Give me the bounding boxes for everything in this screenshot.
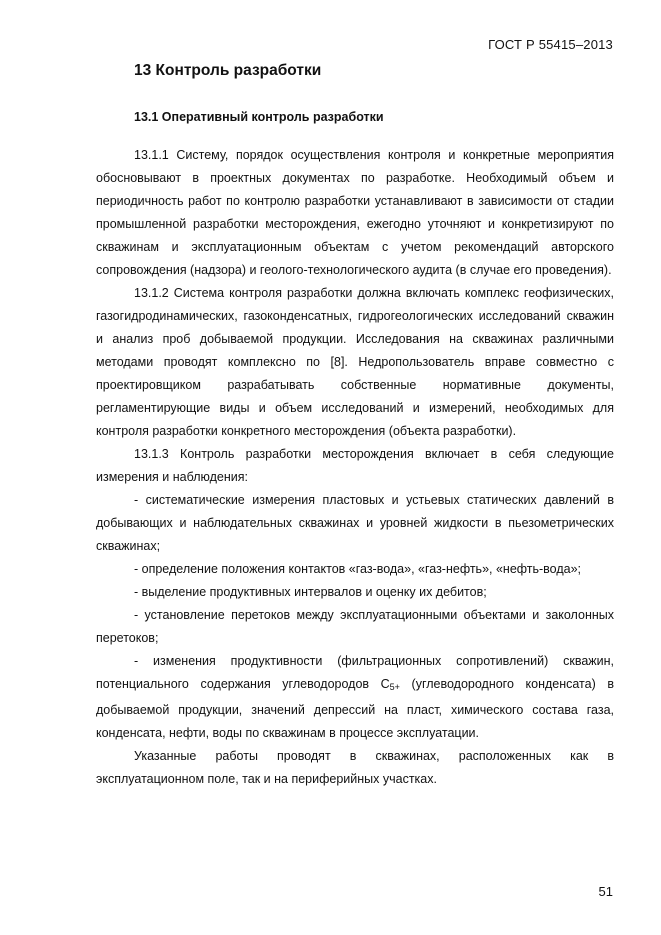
list-item-text: (углеводородного конденсата) в добываемой продукции, значений депрессий на пласт, химического состава газа, конденсата, нефти, воды по скважинам в процессе эксплуатации.: [96, 677, 614, 740]
paragraph-13-1-1: 13.1.1 Систему, порядок осуществления контроля и конкретные мероприятия обосновывают в проектных документах по разработке. Необходимый объем и периодичность работ по контролю разработки устанавливают в зависимости от стадии промышленной разработки месторождения, ежегодно уточняют и конкретизируют по скважинам и эксплуатационным объектам с учетом рекомендаций авторского сопровождения (надзора) и геолого-технологического аудита (в случае его проведения).: [96, 148, 614, 277]
page-number: 51: [598, 884, 613, 899]
standard-number: ГОСТ Р 55415–2013: [488, 37, 613, 52]
list-item: - определение положения контактов «газ-вода», «газ-нефть», «нефть-вода»;: [134, 562, 582, 576]
list-item: [96, 650, 614, 745]
paragraph-closing: Указанные работы проводят в скважинах, расположенных как в эксплуатационном поле, так и на периферийных участках.: [96, 749, 614, 786]
paragraph-13-1-3: 13.1.3 Контроль разработки месторождения включает в себя следующие измерения и наблюдения:: [96, 447, 614, 484]
list-item: - установление перетоков между эксплуатационными объектами и заколонных перетоков;: [96, 608, 614, 645]
section-title: 13 Контроль разработки: [134, 62, 322, 79]
body-text: [96, 144, 614, 791]
list-item-text: - изменения продуктивности (фильтрационных сопротивлений) скважин, потенциального содержания углеводородов С: [96, 654, 614, 691]
paragraph-13-1-2: 13.1.2 Система контроля разработки должна включать комплекс геофизических, газогидродинамических, газоконденсатных, гидрогеологических исследований скважин и анализ проб добываемой продукции. Исследования на скважинах различными методами проводят комплексно по [8]. Недропользователь вправе совместно с проектировщиком разрабатывать собственные нормативные документы, регламентирующие виды и объем исследований и измерений, необходимых для контроля разработки конкретного месторождения (объекта разработки).: [96, 286, 614, 438]
list-item: - систематические измерения пластовых и устьевых статических давлений в добывающих и наблюдательных скважинах и уровней жидкости в пьезометрических скважинах;: [96, 493, 614, 553]
subsection-title: 13.1 Оперативный контроль разработки: [134, 110, 384, 124]
subscript: 5+: [389, 682, 400, 692]
list-item: - выделение продуктивных интервалов и оценку их дебитов;: [134, 585, 487, 599]
